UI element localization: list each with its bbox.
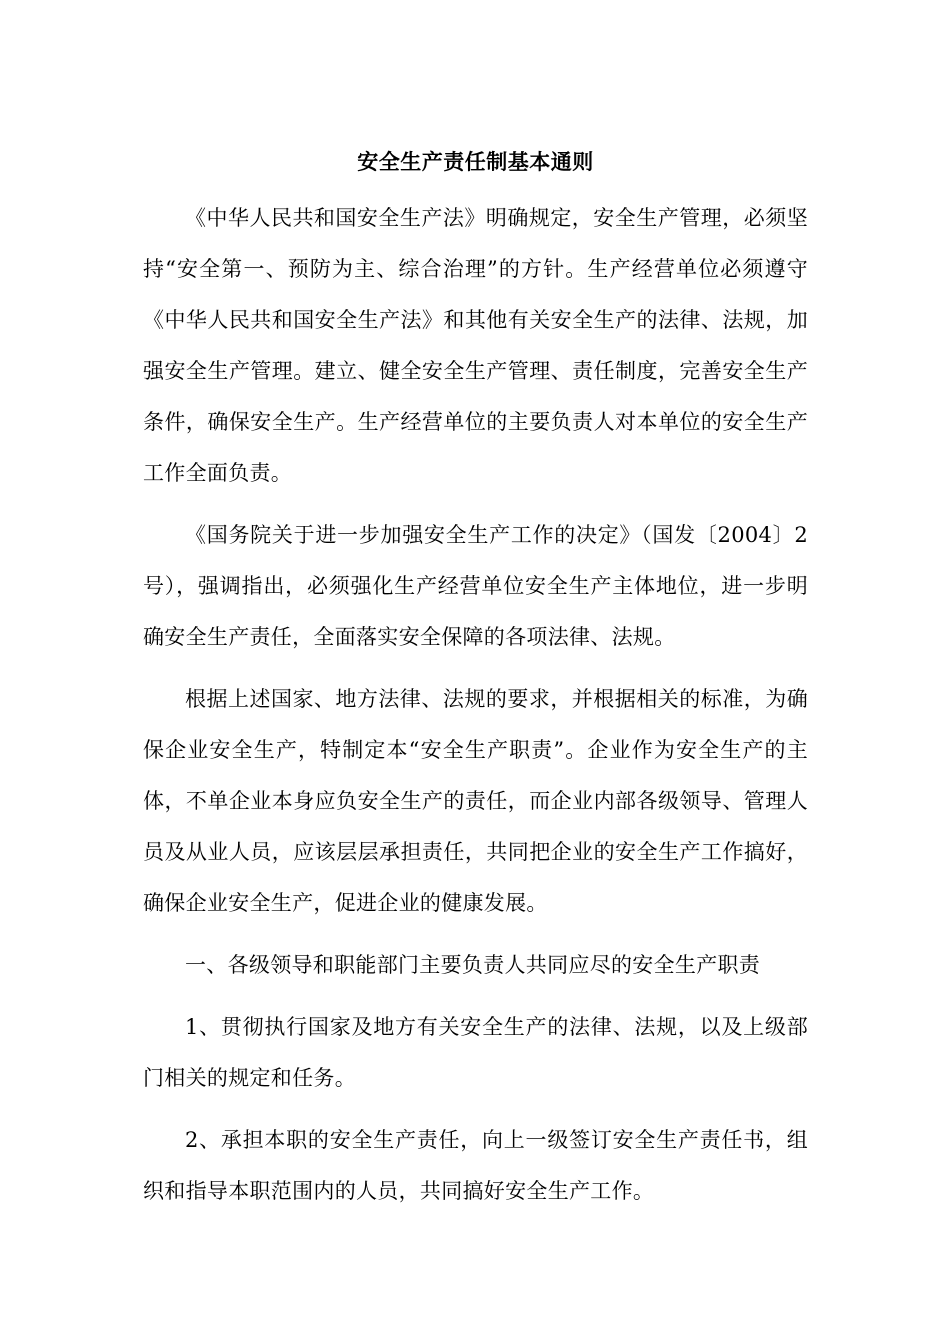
paragraph-state-council-decision: 《国务院关于进一步加强安全生产工作的决定》（国发〔2004〕2号），强调指出，必须强化生产经营单位安全生产主体地位，进一步明确安全生产责任，全面落实安全保障的各项法律、法规。 [143, 523, 808, 649]
paragraph-purpose: 根据上述国家、地方法律、法规的要求，并根据相关的标准，为确保企业安全生产，特制定本“安全生产职责”。企业作为安全生产的主体，不单企业本身应负安全生产的责任，而企业内部各级领导、管理人员及从业人员，应该层层承担责任，共同把企业的安全生产工作搞好，确保企业安全生产，促进企业的健康发展。 [143, 687, 808, 915]
list-item-duty-2: 2、承担本职的安全生产责任，向上一级签订安全生产责任书，组织和指导本职范围内的人员，共同搞好安全生产工作。 [143, 1128, 808, 1203]
document-title: 安全生产责任制基本通则 [357, 149, 594, 174]
list-item-duty-1: 1、贯彻执行国家及地方有关安全生产的法律、法规，以及上级部门相关的规定和任务。 [143, 1015, 808, 1090]
section-heading-common-duties: 一、各级领导和职能部门主要负责人共同应尽的安全生产职责 [185, 953, 761, 977]
document-body [143, 142, 808, 1217]
paragraph-safety-law: 《中华人民共和国安全生产法》明确规定，安全生产管理，必须坚持“安全第一、预防为主、综合治理”的方针。生产经营单位必须遵守《中华人民共和国安全生产法》和其他有关安全生产的法律、法规，加强安全生产管理。建立、健全安全生产管理、责任制度，完善安全生产条件，确保安全生产。生产经营单位的主要负责人对本单位的安全生产工作全面负责。 [143, 206, 808, 485]
